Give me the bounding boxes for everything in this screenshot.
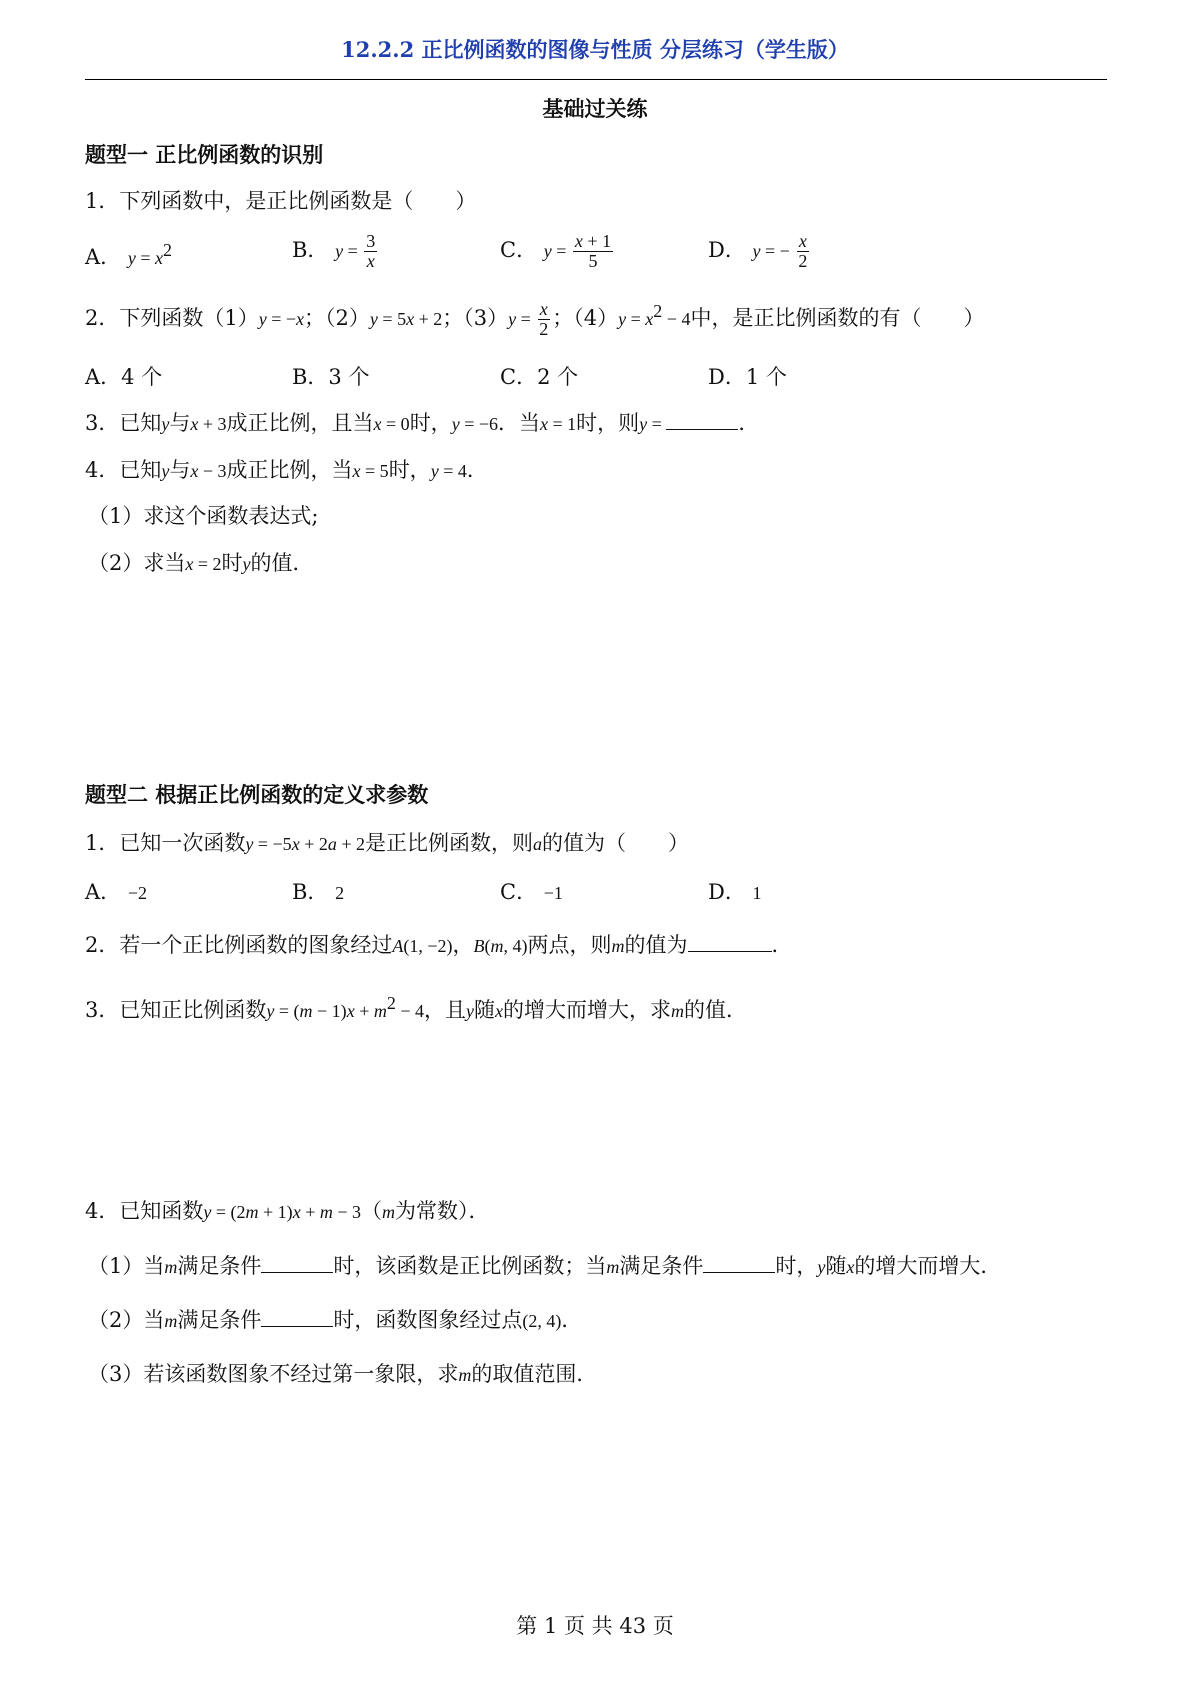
t1-q1-option-b: B． y = $\frac{3}{x}$ [292, 231, 376, 271]
t2-q1-stem: 1．已知一次函数y = −5x + 2a + 2是正比例函数，则a的值为（ ） [85, 831, 689, 855]
page-footer: 第 1 页 共 43 页 [516, 1614, 674, 1638]
section-title: 基础过关练 [542, 96, 648, 121]
t1-q2-option-c: C．2 个 [500, 365, 579, 389]
t1-q4-sub2: （2）求当x = 2时y的值． [88, 551, 314, 575]
t1-q4-sub1: （1）求这个函数表达式; [88, 504, 319, 528]
type1-heading: 题型一 正比例函数的识别 [85, 142, 324, 167]
t2-q4-sub2: （2）当m满足条件 时，函数图象经过点(2, 4)． [88, 1308, 583, 1332]
t1-q1-option-a: A． $y = x^2$ [85, 240, 173, 269]
t2-q2-answer-blank[interactable] [688, 933, 772, 952]
t2-q1-option-a: A． −2 [85, 880, 148, 904]
header-rule [85, 79, 1107, 80]
t1-q1-stem: 1．下列函数中，是正比例函数是（ ） [85, 189, 477, 213]
document-title: 12.2.2 正比例函数的图像与性质 分层练习（学生版） [341, 37, 849, 62]
t2-q2: 2．若一个正比例函数的图象经过A(1, −2)，B(m, 4)两点，则m的值为 ． [85, 933, 793, 957]
t1-q3: 3．已知y与x + 3成正比例，且当x = 0时，y = −6．当x = 1时，则y = ． [85, 411, 760, 435]
t2-q4-sub2-blank[interactable] [261, 1308, 333, 1327]
t2-q4-sub1: （1）当m满足条件 时，该函数是正比例函数；当m满足条件 时，y随x的增大而增大． [88, 1254, 1002, 1278]
t2-q4-stem: 4．已知函数y = (2m + 1)x + m − 3（m为常数）． [85, 1199, 490, 1223]
t2-q3: 3．已知正比例函数$y = (m - 1)x + m^2 - 4$，且y随x的增大而增大，求m的值． [85, 993, 747, 1022]
t2-q4-sub3: （3）若该函数图象不经过第一象限，求m的取值范围． [88, 1362, 598, 1386]
t2-q1-option-b: B． 2 [292, 880, 345, 904]
t1-q2-option-d: D．1 个 [708, 365, 787, 389]
t2-q1-option-c: C． −1 [500, 880, 563, 904]
t1-q4: 4．已知y与x − 3成正比例，当x = 5时，y = 4． [85, 458, 488, 482]
t1-q1-option-d: D． y = − $\frac{x}{2}$ [708, 231, 808, 271]
t2-q4-sub1-blank-1[interactable] [261, 1254, 333, 1273]
type2-heading: 题型二 根据正比例函数的定义求参数 [85, 782, 429, 807]
t1-q2-option-a: A．4 个 [85, 365, 163, 389]
t1-q1-option-c: C． y = $\frac{x + 1}{5}$ [500, 231, 612, 271]
t1-q2-stem: 2．下列函数（1）y = −x；（2）y = 5x + 2；（3）y = $\frac{x}{2}$ ；$(4)y = x^2 - 4$中，是正比例函数的有（ ） [85, 299, 985, 339]
t2-q4-sub1-blank-2[interactable] [703, 1254, 775, 1273]
t1-q3-answer-blank[interactable] [666, 411, 738, 430]
t1-q2-option-b: B．3 个 [292, 365, 370, 389]
t2-q1-option-d: D． 1 [708, 880, 762, 904]
